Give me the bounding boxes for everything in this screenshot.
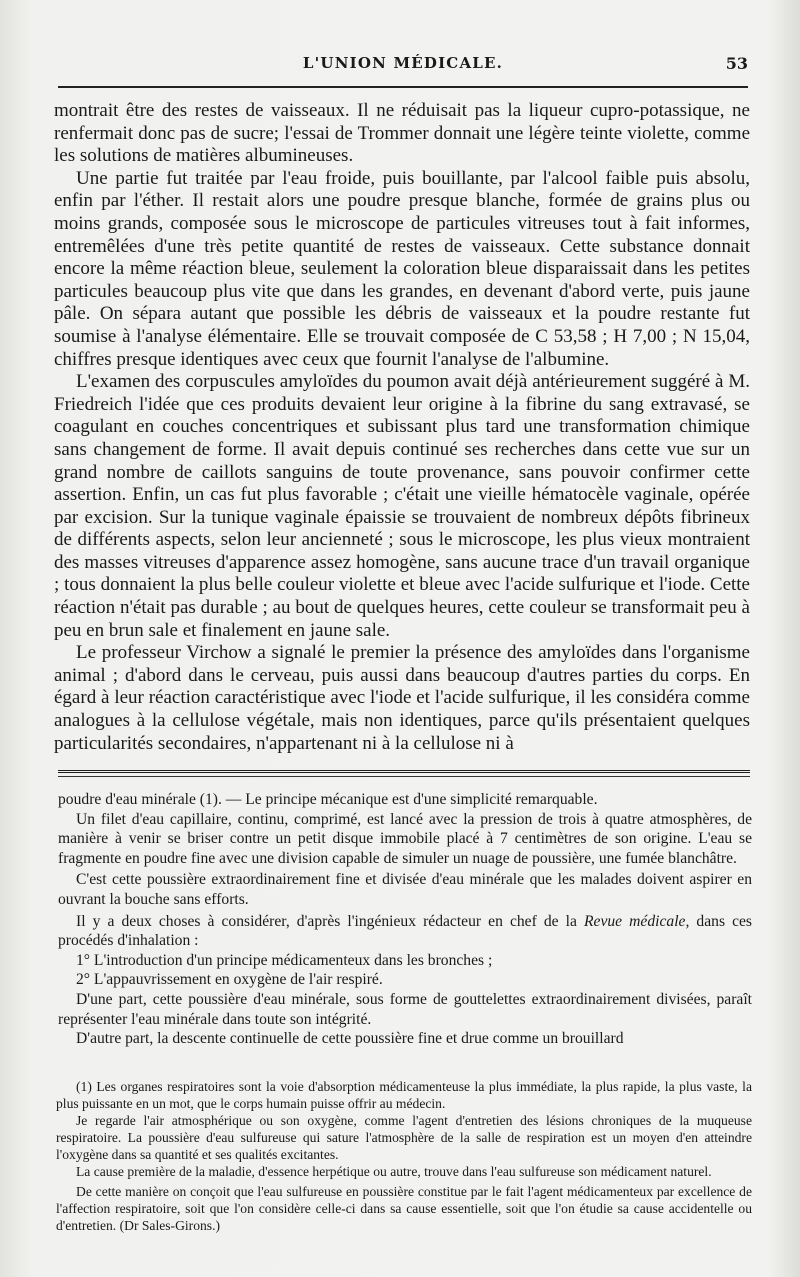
text-run: dans ces procédés d'inhalation : (58, 912, 753, 950)
main-article (54, 100, 750, 755)
header-rule (58, 86, 748, 88)
feuilleton-paragraph: Un filet d'eau capillaire, continu, comprimé, est lancé avec la pression de trois à quatre atmosphères, de manière à venir se briser contre un petit disque immobile placé à 7 centimètres de son origine. L'eau se fragmente en poudre fine avec une division capable de simuler un nuage de poussière, une fumée blanchâtre. (58, 810, 752, 867)
page-header (58, 52, 748, 80)
feuilleton-separator-thin (58, 776, 750, 777)
paragraph: L'examen des corpuscules amyloïdes du poumon avait déjà antérieurement suggéré à M. Friedreich l'idée que ces produits devaient leur origine à la fibrine du sang extravasé, se coagulant en couches concentriques et subissant plus tard une transformation chimique sans changement de forme. Il avait depuis continué ses recherches dans cette vue sur un grand nombre de caillots sanguins de toute provenance, sans pouvoir confirmer cette assertion. Enfin, un cas fut plus favorable ; c'était une vieille hématocèle vaginale, opérée par excision. Sur la tunique vaginale épaissie se trouvaient de nombreux dépôts fibrineux de différents aspects, selon leur ancienneté ; sous le microscope, les plus vieux montraient des masses vitreuses d'apparence assez homogène, sans aucune trace d'un travail organique ; tous donnaient la plus belle couleur violette et bleue avec l'acide sulfurique et l'iode. Cette réaction n'était pas durable ; au bout de quelques heures, cette couleur se transformait peu à peu en brun sale et finalement en jaune sale. (54, 371, 750, 641)
feuilleton-paragraph (58, 912, 752, 951)
paragraph: Le professeur Virchow a signalé le premier la présence des amyloïdes dans l'organisme animal ; d'abord dans le cerveau, puis aussi dans beaucoup d'autres parties du corps. En égard à leur réaction caractéristique avec l'iode et l'acide sulfurique, il les considéra comme analogues à la cellulose végétale, mais non identiques, parce qu'ils présentaient quelques particularités secondaires, n'appartenant ni à la cellulose ni à (54, 642, 750, 754)
text-run: Il y a deux choses à considérer, d'après l'ingénieux rédacteur en chef de la (76, 912, 584, 930)
footnote-paragraph: La cause première de la maladie, d'essence herpétique ou autre, trouve dans l'eau sulfureuse son médicament naturel. (76, 1164, 712, 1179)
paragraph: Une partie fut traitée par l'eau froide, puis bouillante, par l'alcool faible puis absolu, enfin par l'éther. Il restait alors une poudre presque blanche, formée de grains plus ou moins grands, composée sous le microscope de particules vitreuses tout à fait informes, entremêlées d'une très petite quantité de restes de vaisseaux. Cette substance donnait encore la même réaction bleue, seulement la coloration bleue disparaissait dans les petites particules beaucoup plus vite que dans les grandes, en devenant d'abord verte, puis jaune pâle. On sépara autant que possible les débris de vaisseaux et la poudre restante fut soumise à l'analyse élémentaire. Elle se trouvait composée de C 53,58 ; H 7,00 ; N 15,04, chiffres presque identiques avec ceux que fournit l'analyse de l'albumine. (54, 167, 750, 370)
feuilleton-paragraph: poudre d'eau minérale (1). — Le principe mécanique est d'une simplicité remarquable. (58, 791, 598, 808)
footnote-paragraph: De cette manière on conçoit que l'eau sulfureuse en poussière constitue par le fait l'agent médicamenteux par excellence de l'affection respiratoire, soit que l'on considère celle-ci dans sa cause essentielle, soit que l'on étudie sa cause accidentelle ou d'entretien. (Dr Sales-Girons.) (56, 1184, 752, 1233)
running-title: L'UNION MÉDICALE. (302, 54, 504, 72)
list-item: 2° L'appauvrissement en oxygène de l'air respiré. (76, 971, 383, 989)
feuilleton-paragraph: C'est cette poussière extraordinairement fine et divisée d'eau minérale que les malades doivent aspirer en ouvrant la bouche sans efforts. (58, 871, 752, 908)
feuilleton-paragraph: D'autre part, la descente continuelle de cette poussière fine et drue comme un brouillard (76, 1030, 624, 1048)
footnote (56, 1078, 752, 1234)
feuilleton-paragraph: D'une part, cette poussière d'eau minérale, sous forme de gouttelettes extraordinairement divisées, paraît représenter l'eau minérale dans toute son intégrité. (58, 990, 752, 1028)
feuilleton-column (58, 790, 752, 1049)
footnote-paragraph: Je regarde l'air atmosphérique ou son oxygène, comme l'agent d'entretien des lésions chroniques de la muqueuse respiratoire. La poussière d'eau sulfureuse qui sature l'atmosphère de la salle de respiration est un moyen d'en atteindre l'oxygène dans sa quantité et ses qualités excitantes. (56, 1113, 752, 1162)
footnote-paragraph: (1) Les organes respiratoires sont la voie d'absorption médicamenteuse la plus immédiate, la plus rapide, la plus vaste, la plus puissante en un mot, que le corps humain puisse offrir au médecin. (56, 1079, 752, 1111)
list-item: 1° L'introduction d'un principe médicamenteux dans les bronches ; (76, 951, 493, 969)
paragraph: montrait être des restes de vaisseaux. Il ne réduisait pas la liqueur cupro-potassique, ne renfermait donc pas de sucre; l'essai de Trommer donnait une légère teinte violette, comme les solutions de matières albumineuses. (54, 100, 750, 167)
journal-title: Revue médicale, (584, 912, 690, 930)
page-number: 53 (725, 54, 748, 73)
